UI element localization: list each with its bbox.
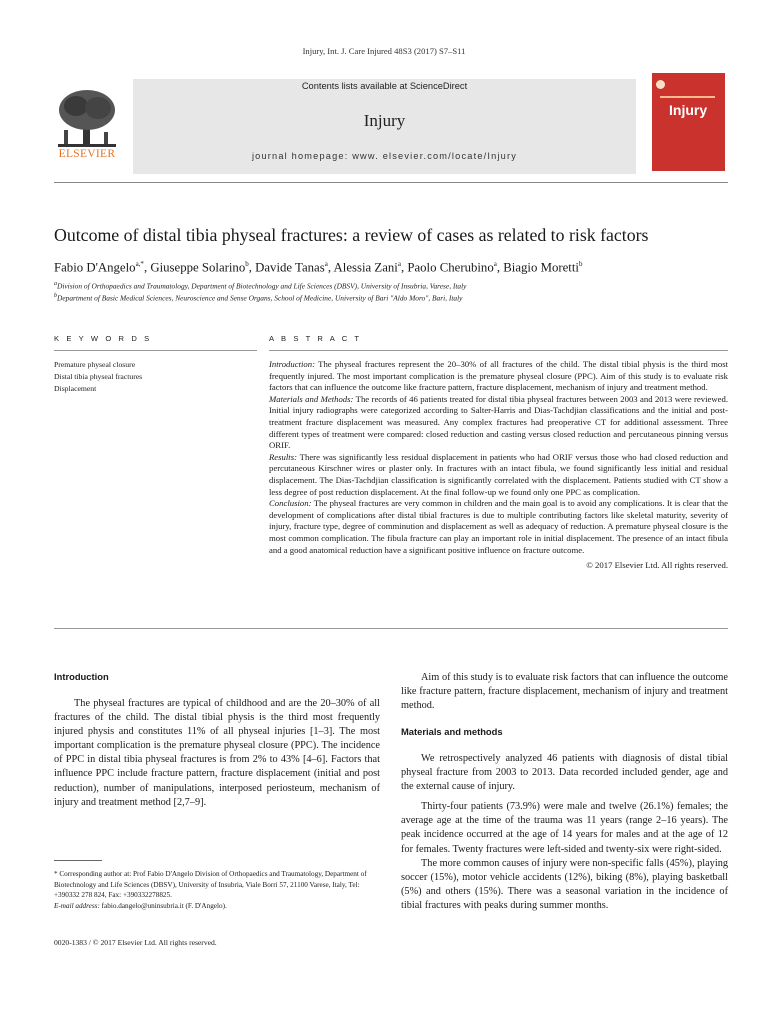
keywords-heading: K E Y W O R D S — [54, 334, 152, 343]
introduction-heading: Introduction — [54, 671, 109, 682]
keyword-item: Premature physeal closure — [54, 360, 136, 369]
abstract-rule — [269, 350, 728, 351]
abstract-results: Results: There was significantly less residual displacement in patients who had ORIF versus those who had closed reduction and percutaneous Kirschner wires or plaster only. In fractures with an intact fibula, we found significantly less initial and residual displacement. The Dias-Tachdjian classification is significantly correlated with the displacement. Patients studied with CT show a less degree of post reduction displacement. At the final follow-up we found only one PPC as complication. — [269, 451, 728, 497]
abstract-introduction: Introduction: The physeal fractures represent the 20–30% of all fractures of the child. The distal tibial physis is the third most frequently injured. The most important complication is the premature physeal closure (PPC). Aim of this study is to evaluate risk factors that can influence the outcome like fracture pattern, fracture displacement, mechanism of injury and treatment method. — [269, 359, 728, 393]
keywords-rule — [54, 350, 257, 351]
corresponding-author-footnote: * Corresponding author at: Prof Fabio D'Angelo Division of Orthopaedics and Traumatology, Department of Biotechnology and Life Sciences (DBSV), University of Insubria, Viale Borri 57, 21100 Varese, Italy, Tel: +390332 278 824, Fax: +390332278825. E-mail address: fabio.dangelo@uninsubria.it (F. D'Angelo). — [54, 870, 367, 910]
contents-available[interactable]: Contents lists available at ScienceDirect — [301, 81, 468, 91]
elsevier-wordmark: ELSEVIER — [58, 148, 116, 160]
introduction-text: The physeal fractures are typical of childhood and are the 20–30% of all fractures of the child. The distal tibial physis is the third most frequently injured physis and constitutes 11% of all physeal injuries [1–3]. The most important complication is the premature physeal closure (PPC). The incidence of PPC in distal tibia physeal fractures is from 2% to 43% [4–6]. Factors that influence PPC include fracture pattern, fracture displacement (initial and post reduction), number of manipulations, interposed periosteum, mechanism of injury and treatment method [2,7–9]. — [54, 698, 380, 808]
keyword-item: Displacement — [54, 384, 97, 393]
abstract-body — [269, 359, 728, 572]
author-list: Fabio D'Angelo$^{a,*}$, Giuseppe Solarino$^b$, Davide Tanas$^a$, Alessia Zani$^a$, Paolo Cherubino$^a$, Biagio Moretti$^b$ — [54, 260, 583, 275]
abstract-bottom-rule — [54, 628, 728, 629]
header-rule — [54, 182, 728, 183]
journal-name: Injury — [363, 111, 406, 130]
footnote-rule — [54, 860, 102, 861]
aim-paragraph: Aim of this study is to evaluate risk factors that can influence the outcome like fracture pattern, fracture displacement, mechanism of injury and treatment method. — [401, 672, 728, 712]
abstract-conclusion: Conclusion: The physeal fractures are very common in children and the main goal is to avoid any complications. It is clear that the development of complications after distal tibial fractures is due to multiple contributing factors like skeletal maturity, severity of injury, fracture type, degree of comminution and displacement as well as adequacy of reduction. A premature physeal closure is the most common complication. The fibula fracture can play an important role in initial displacement. The presence of an intact fibula and a good anatomical reduction have a significant positive influence on fracture outcome. — [269, 498, 728, 555]
abstract-heading: A B S T R A C T — [269, 334, 362, 343]
keywords-list — [54, 359, 142, 395]
article-title: Outcome of distal tibia physeal fractures: a review of cases as related to risk factors — [54, 225, 649, 245]
abstract-methods: Materials and Methods: The records of 46 patients treated for distal tibia physeal fractures between 2003 and 2013 were reviewed. Initial injury radiographs were categorized according to Salter-Harris and Dias-Tachdjian classifications and the initial and post-treatment fracture displacement was measured. Any complex fractures had preoperative CT for additional assessment. Three different types of treatment were compared: closed reduction and casting versus closed reduction and percutaneous pinning versus ORIF. — [269, 393, 728, 451]
affiliation-a: $^a$Division of Orthopaedics and Traumatology, Department of Biotechnology and Life Sciences (DBSV), University of Insubria, Varese, Italy — [54, 281, 467, 291]
cover-title: Injury — [669, 102, 708, 118]
cover-stripe — [660, 96, 715, 98]
methods-text: We retrospectively analyzed 46 patients with diagnosis of distal tibial physeal fracture from 2003 to 2013. Data recorded included gender, age and the external cause of injury. Thirty-four patients (73.9%) were male and twelve (26.1%) females; the average age at the time of the trauma was 11 years (range 2–16 years). The peak incidence occurred at the age of 14 years for males and at the age of 12 for females. Twenty fractures were left-sided and twenty-six were right-sided. The more common causes of injury were non-specific falls (45%), playing soccer (15%), motor vehicle accidents (12%), biking (8%), playing basketball (5%) and others (15%). There was a seasonal variation in the incidence of tibial fractures with peaks during summer months. — [401, 753, 728, 911]
running-head: Injury, Int. J. Care Injured 48S3 (2017) S7–S11 — [302, 46, 466, 56]
affiliation-b: $^b$Department of Basic Medical Sciences, Neuroscience and Sense Organs, School of Medicine, University of Bari "Aldo Moro", Bari, Italy — [54, 293, 463, 303]
journal-homepage-link[interactable]: journal homepage: www. elsevier.com/locate/Injury — [251, 151, 518, 161]
issn-line: 0020-1383 / © 2017 Elsevier Ltd. All rights reserved. — [54, 938, 217, 947]
author-email-link[interactable]: fabio.dangelo@uninsubria.it (F. D'Angelo). — [99, 901, 227, 910]
abstract-copyright: © 2017 Elsevier Ltd. All rights reserved. — [586, 560, 728, 571]
methods-heading: Materials and methods — [401, 726, 503, 737]
keyword-item: Distal tibia physeal fractures — [54, 372, 143, 381]
cover-emblem — [656, 80, 665, 89]
